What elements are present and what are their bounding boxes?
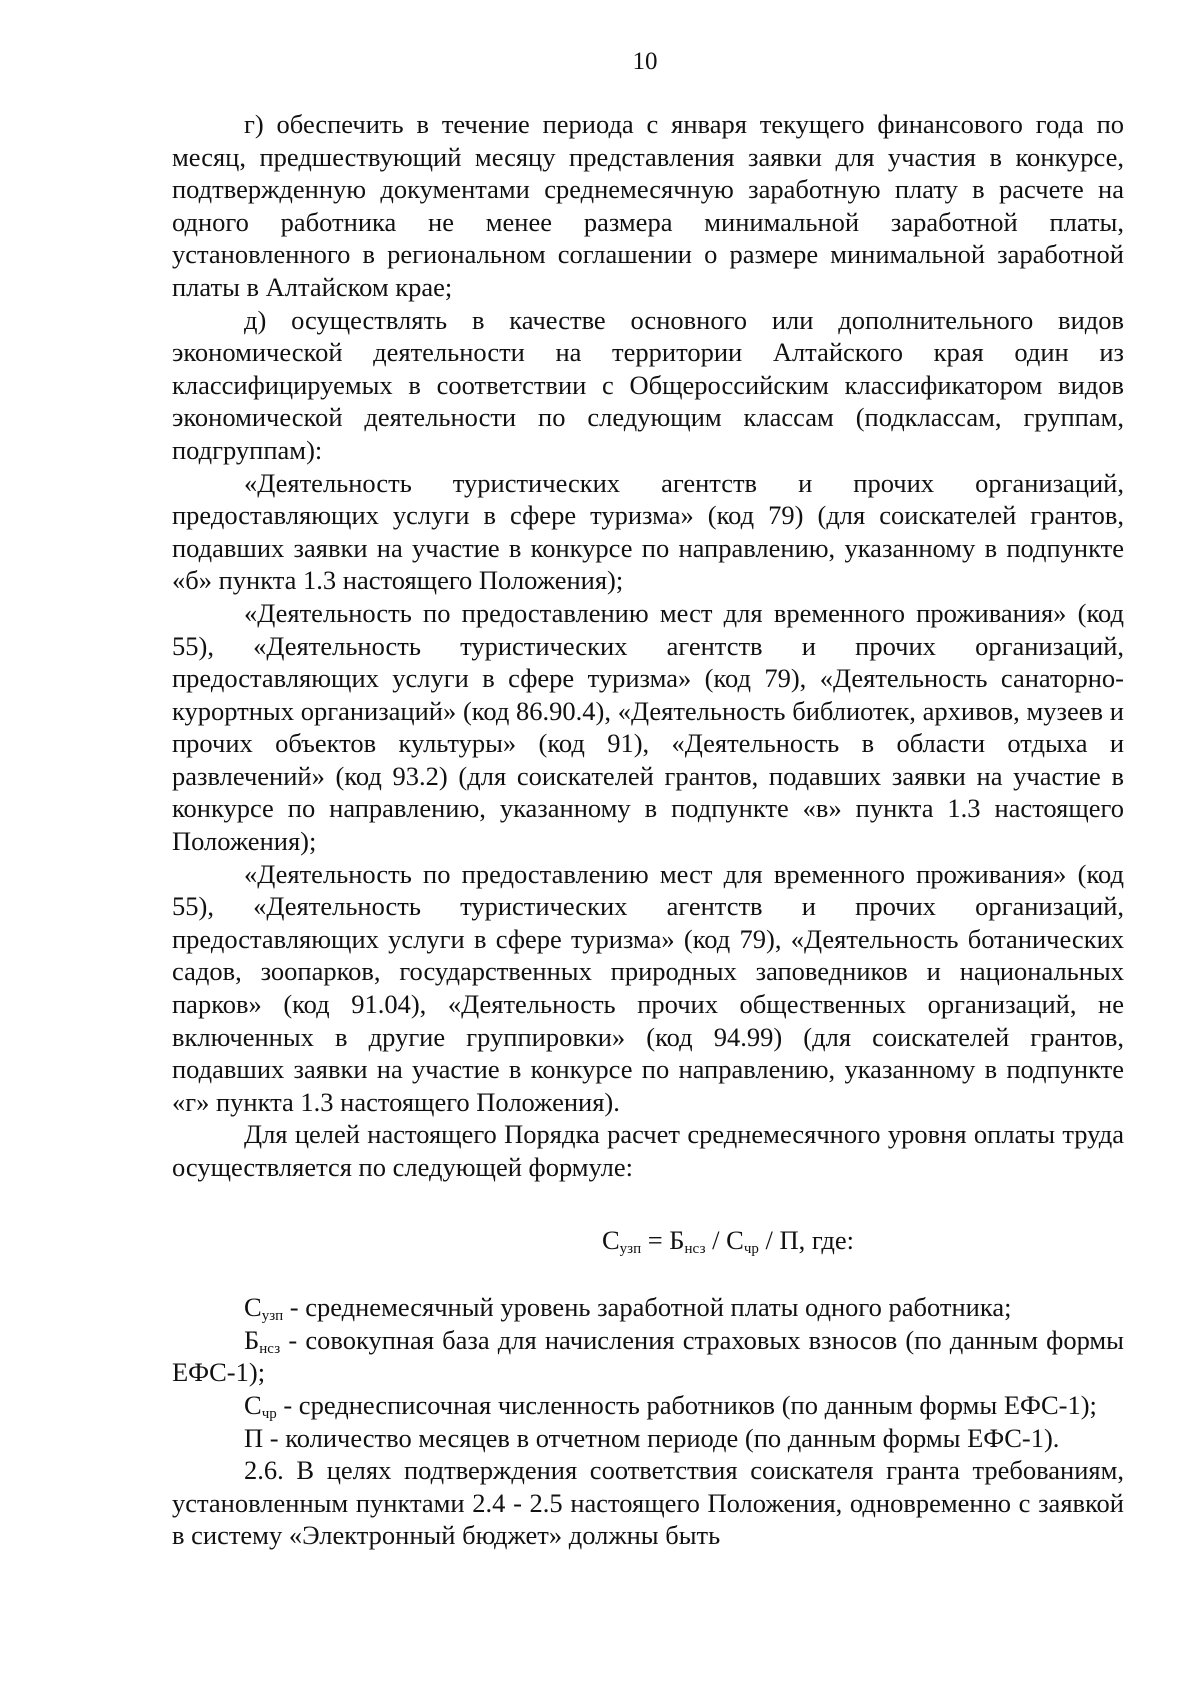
paragraph-g: г) обеспечить в течение периода с января текущего финансового года по месяц, предшествующий месяцу представления заявки для участия в конкурсе, подтвержденную документами среднемесячную заработную плату в расчете на одного работника не менее размера минимальной заработной платы, установленного в региональном соглашении о размере минимальной заработной платы в Алтайском крае; (172, 109, 1124, 302)
paragraph-formula-intro: Для целей настоящего Порядка расчет среднемесячного уровня оплаты труда осуществляется по следующей формуле: (172, 1119, 1124, 1182)
paragraph-codes-g: «Деятельность по предоставлению мест для временного проживания» (код 55), «Деятельность туристических агентств и прочих организаций, предоставляющих услуги в сфере туризма» (код 79), «Деятельность ботанических садов, зоопарков, государственных природных заповедников и национальных парков» (код 91.04), «Деятельность прочих общественных организаций, не включенных в другие группировки» (код 94.99) (для соискателей грантов, подавших заявки на участие в конкурсе по направлению, указанному в подпункте «г» пункта 1.3 настоящего Положения). (172, 858, 1124, 1117)
paragraph-d: д) осуществлять в качестве основного или дополнительного видов экономической деятельности на территории Алтайского края один из классифицируемых в соответствии с Общероссийским классификатором видов экономической деятельности по следующим классам (подклассам, группам, подгруппам): (172, 304, 1124, 465)
definition-item: П - количество месяцев в отчетном периоде (по данным формы ЕФС-1). (244, 1422, 1060, 1453)
definition-item: $С_{узп}$ - среднемесячный уровень заработной платы одного работника; (244, 1292, 1012, 1325)
formula-definitions (172, 1291, 1124, 1454)
paragraph-codes-b: «Деятельность туристических агентств и прочих организаций, предоставляющих услуги в сфере туризма» (код 79) (для соискателей грантов, подавших заявки на участие в конкурсе по направлению, указанному в подпункте «б» пункта 1.3 настоящего Положения); (172, 467, 1124, 596)
salary-formula: $С_{узп} = Б_{нсз} / С_{чр} / П$, где: (601, 1224, 855, 1257)
definition-item: $Б_{нсз}$ - совокупная база для начисления страховых взносов (по данным формы ЕФС-1); (172, 1324, 1124, 1388)
document-body (172, 108, 1124, 1552)
paragraph-2-6: 2.6. В целях подтверждения соответствия соискателя гранта требованиям, установленным пунктами 2.4 - 2.5 настоящего Положения, одновременно с заявкой в систему «Электронный бюджет» должны быть (172, 1455, 1124, 1551)
paragraph-codes-v: «Деятельность по предоставлению мест для временного проживания» (код 55), «Деятельность туристических агентств и прочих организаций, предоставляющих услуги в сфере туризма» (код 79), «Деятельность санаторно-курортных организаций» (код 86.90.4), «Деятельность библиотек, архивов, музеев и прочих объектов культуры» (код 91), «Деятельность в области отдыха и развлечений» (код 93.2) (для соискателей грантов, подавших заявки на участие в конкурсе по направлению, указанному в подпункте «в» пункта 1.3 настоящего Положения); (172, 597, 1124, 857)
definition-item: $С_{чр}$ - среднесписочная численность работников (по данным формы ЕФС-1); (244, 1389, 1097, 1422)
page-number: 10 (632, 48, 658, 75)
